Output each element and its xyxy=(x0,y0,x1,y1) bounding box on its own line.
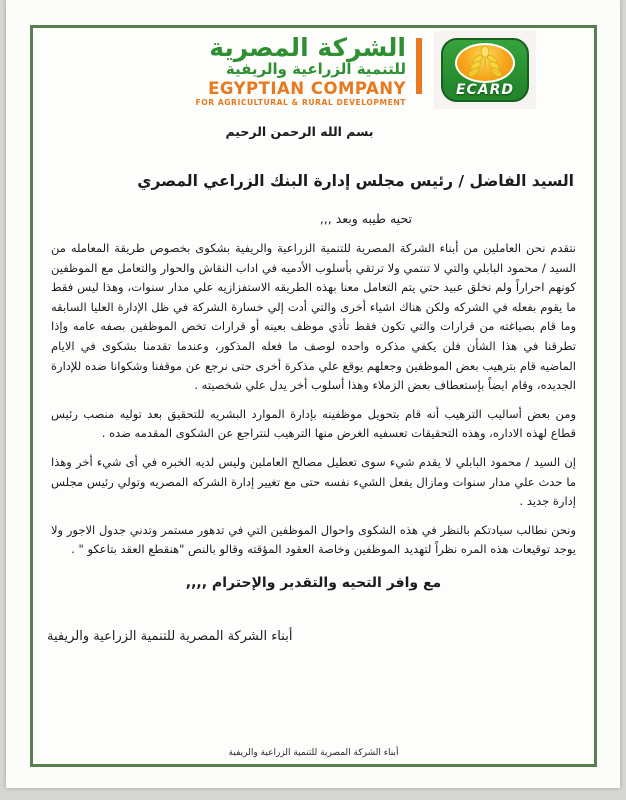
paragraph-4: ونحن نطالب سيادتكم بالنظر في هذه الشكوى واحوال الموظفين التي في تدهور مستمر وتدني جدول الاجور ولا يوجد توقيعات هذه المره نظراً لتهديد الموظفين وخاصة العقود المؤقته وقالو بالنص "هنقطع العقد بتاعكو " . xyxy=(51,522,576,557)
ecard-logo xyxy=(441,38,529,102)
logo-wordmark: ECARD xyxy=(455,82,515,98)
header-divider-bar xyxy=(416,38,422,94)
letterhead xyxy=(33,28,594,120)
logo-oval xyxy=(455,43,515,83)
document-page xyxy=(6,0,620,788)
greeting-line: تحيه طيبه وبعد ,,, xyxy=(319,211,412,226)
wheat-icon xyxy=(466,46,504,80)
company-name-block xyxy=(196,34,407,108)
company-name-arabic-line1: الشركة المصرية xyxy=(209,33,406,62)
company-name-english-subtitle: FOR AGRICULTURAL & RURAL DEVELOPMENT xyxy=(195,98,406,108)
logo-panel xyxy=(434,31,536,109)
paragraph-1: نتقدم نحن العاملين من أبناء الشركة المصرية للتنمية الزراعية والريفية بشكوى بخصوص طريقة المعامله من السيد / محمود البابلي والتي لا تنتمي ولا ترتقي بأسلوب الأدميه في اداب النقاش والحوار والتعامل مع الموظفين كونهم احراراً ولم نخلق عبيد حتي يتم التعامل معنا بهذه الطريقه الاستفزازيه علي مدار سنوات، وهذا ليس فقط ما يقوم بفعله في الشركه ولكن هناك اشياء أخرى والتي أدت إلي خسارة الشركة في ظل الإدارة العليا السابقه وما قام بصياغته من قرارات والتي تكون فقط تأذي موظف بعينه أو قرارات تخص الموظفين بصفه عامه وإذا تطرقنا في هذا الشأن فلن يكفي مذكره واحده لوصف ما فعله المذكور، وعندما تقدمنا بشكوى في الايام الماضيه قام بترهيب بعض الموظفين وجعلهم يوقع علي مذكرة أخرى حتى نرجع عن موقفنا وشكوانا ضده للإدارة الجديده، وقام ايضاً بإستعطاف بعض الزملاء وهذا أسلوب أخر يدل علي شخصيته . xyxy=(51,241,576,393)
company-name-english: EGYPTIAN COMPANY xyxy=(208,79,406,99)
page-footer: أبناء الشركة المصرية للتنمية الزراعية والريفية xyxy=(228,748,399,758)
letter-body xyxy=(51,239,576,569)
recipient-heading: السيد الفاضل / رئيس مجلس إدارة البنك الزراعي المصري xyxy=(137,172,574,190)
page-border-frame xyxy=(30,25,597,767)
paragraph-3: إن السيد / محمود البابلي لا يقدم شيء سوى تعطيل مصالح العاملين وليس لديه الخبره في أى شيء أخر وهذا ما حدث علي مدار سنوات ومازال يفعل الشيء نفسه حتى مع تغيير إدارة الشركه المصريه وتولي رئيس مجلس إدارة جديد . xyxy=(51,454,576,509)
paragraph-2: ومن بعض أساليب الترهيب أنه قام بتحويل موظفينه بإدارة الموارد البشريه للتحقيق بعد توليه منصب رئيس قطاع لهذه الاداره، وهذه التحقيقات تعسفيه الغرض منها الترهيب لنتراجع عن الشكوى المقدمه ضده . xyxy=(51,406,576,441)
signature-line: أبناء الشركة المصرية للتنمية الزراعية والريفية xyxy=(47,629,293,644)
bismillah-line: بسم الله الرحمن الرحيم xyxy=(225,124,374,139)
company-name-arabic-line2: للتنمية الزراعية والريفية xyxy=(225,60,406,78)
closing-salutation: مع وافر التحيه والتقدير والإحترام ,,,, xyxy=(185,575,442,591)
